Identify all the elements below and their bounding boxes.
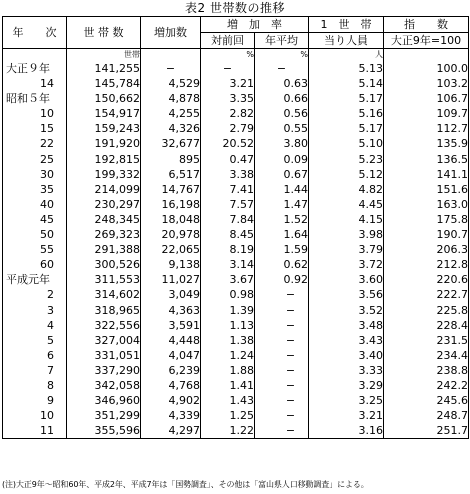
households-cell: 337,290 [67, 363, 141, 378]
per-household-cell: 5.12 [309, 167, 384, 182]
rate-annual-cell: 0.67 [255, 167, 309, 182]
rate-prev-cell: 1.39 [201, 303, 255, 318]
increase-cell: 4,339 [141, 408, 201, 423]
table-row [3, 272, 469, 287]
rate-annual-cell: − [255, 408, 309, 423]
per-household-cell: 4.15 [309, 212, 384, 227]
households-cell: 351,299 [67, 408, 141, 423]
year-cell: 大正９年 [3, 61, 67, 76]
rate-annual-cell: − [255, 363, 309, 378]
year-cell: 平成元年 [3, 272, 67, 287]
unit-rate-prev: % [201, 49, 255, 62]
increase-cell: 4,047 [141, 348, 201, 363]
index-cell: 136.5 [384, 152, 469, 167]
rate-prev-cell: 1.13 [201, 318, 255, 333]
rate-annual-cell: − [255, 423, 309, 439]
increase-cell: 9,138 [141, 257, 201, 272]
per-household-cell: 3.40 [309, 348, 384, 363]
rate-annual-cell: − [255, 333, 309, 348]
year-cell: 4 [3, 318, 67, 333]
rate-prev-cell: 7.57 [201, 197, 255, 212]
unit-increase [141, 49, 201, 62]
year-cell: 10 [3, 408, 67, 423]
increase-cell: 3,049 [141, 287, 201, 302]
per-household-cell: 3.60 [309, 272, 384, 287]
table-row [3, 318, 469, 333]
rate-prev-cell: − [201, 61, 255, 76]
year-cell: 2 [3, 287, 67, 302]
households-cell: 145,784 [67, 76, 141, 91]
increase-cell: 6,517 [141, 167, 201, 182]
index-cell: 225.8 [384, 303, 469, 318]
year-cell: 22 [3, 136, 67, 151]
rate-prev-cell: 0.98 [201, 287, 255, 302]
unit-year [3, 49, 67, 62]
index-cell: 109.7 [384, 106, 469, 121]
increase-cell: 4,902 [141, 393, 201, 408]
rate-annual-cell: − [255, 348, 309, 363]
rate-prev-cell: 8.19 [201, 242, 255, 257]
households-cell: 311,553 [67, 272, 141, 287]
increase-cell: 6,239 [141, 363, 201, 378]
year-cell: 9 [3, 393, 67, 408]
index-cell: 151.6 [384, 182, 469, 197]
header-per-household-top: 1 世 帯 [309, 17, 384, 33]
rate-annual-cell: 1.64 [255, 227, 309, 242]
unit-rate-annual: % [255, 49, 309, 62]
per-household-cell: 3.72 [309, 257, 384, 272]
increase-cell: 4,255 [141, 106, 201, 121]
households-cell: 191,920 [67, 136, 141, 151]
households-cell: 159,243 [67, 121, 141, 136]
table-row [3, 61, 469, 76]
households-cell: 199,332 [67, 167, 141, 182]
table-row [3, 76, 469, 91]
rate-prev-cell: 3.35 [201, 91, 255, 106]
table-row [3, 363, 469, 378]
rate-annual-cell: − [255, 393, 309, 408]
households-cell: 248,345 [67, 212, 141, 227]
increase-cell: 3,591 [141, 318, 201, 333]
year-cell: 5 [3, 333, 67, 348]
year-cell: 昭和５年 [3, 91, 67, 106]
rate-annual-cell: 0.09 [255, 152, 309, 167]
rate-prev-cell: 1.38 [201, 333, 255, 348]
rate-annual-cell: − [255, 303, 309, 318]
index-cell: 212.8 [384, 257, 469, 272]
rate-prev-cell: 2.82 [201, 106, 255, 121]
year-cell: 14 [3, 76, 67, 91]
year-cell: 55 [3, 242, 67, 257]
households-cell: 322,556 [67, 318, 141, 333]
per-household-cell: 3.56 [309, 287, 384, 302]
per-household-cell: 3.25 [309, 393, 384, 408]
index-cell: 228.4 [384, 318, 469, 333]
index-cell: 231.5 [384, 333, 469, 348]
rate-prev-cell: 1.43 [201, 393, 255, 408]
per-household-cell: 3.98 [309, 227, 384, 242]
table-row [3, 136, 469, 151]
per-household-cell: 5.17 [309, 121, 384, 136]
households-cell: 318,965 [67, 303, 141, 318]
table-row [3, 378, 469, 393]
year-cell: 6 [3, 348, 67, 363]
increase-cell: 4,363 [141, 303, 201, 318]
increase-cell: 14,767 [141, 182, 201, 197]
per-household-cell: 5.10 [309, 136, 384, 151]
index-cell: 135.9 [384, 136, 469, 151]
table-row [3, 121, 469, 136]
rate-prev-cell: 1.41 [201, 378, 255, 393]
table-row [3, 393, 469, 408]
rate-prev-cell: 3.67 [201, 272, 255, 287]
table-row [3, 91, 469, 106]
increase-cell: 4,878 [141, 91, 201, 106]
table-row [3, 287, 469, 302]
increase-cell: 4,326 [141, 121, 201, 136]
households-cell: 331,051 [67, 348, 141, 363]
year-cell: 11 [3, 423, 67, 439]
rate-prev-cell: 20.52 [201, 136, 255, 151]
increase-cell: 11,027 [141, 272, 201, 287]
households-cell: 214,099 [67, 182, 141, 197]
table-row [3, 152, 469, 167]
rate-prev-cell: 0.47 [201, 152, 255, 167]
index-cell: 112.7 [384, 121, 469, 136]
table-row [3, 408, 469, 423]
rate-prev-cell: 1.25 [201, 408, 255, 423]
households-cell: 269,323 [67, 227, 141, 242]
rate-annual-cell: 1.44 [255, 182, 309, 197]
per-household-cell: 3.21 [309, 408, 384, 423]
header-per-household-bottom: 当り人員 [309, 33, 384, 49]
increase-cell: 18,048 [141, 212, 201, 227]
year-cell: 30 [3, 167, 67, 182]
table-row [3, 348, 469, 363]
year-cell: 35 [3, 182, 67, 197]
rate-annual-cell: 0.66 [255, 91, 309, 106]
rate-annual-cell: − [255, 61, 309, 76]
households-cell: 346,960 [67, 393, 141, 408]
rate-annual-cell: 0.56 [255, 106, 309, 121]
index-cell: 106.7 [384, 91, 469, 106]
index-cell: 222.7 [384, 287, 469, 302]
per-household-cell: 3.29 [309, 378, 384, 393]
per-household-cell: 3.16 [309, 423, 384, 439]
header-rate-group: 増 加 率 [201, 17, 309, 33]
footnote: (注)大正9年～昭和60年、平成2年、平成7年は「国勢調査」、その他は「富山県人口移動調査」による。 [2, 480, 369, 489]
index-cell: 103.2 [384, 76, 469, 91]
increase-cell: 16,198 [141, 197, 201, 212]
rate-prev-cell: 3.14 [201, 257, 255, 272]
index-cell: 206.3 [384, 242, 469, 257]
header-year: 年 次 [3, 17, 67, 49]
rate-prev-cell: 1.22 [201, 423, 255, 439]
index-cell: 190.7 [384, 227, 469, 242]
rate-annual-cell: 0.62 [255, 257, 309, 272]
rate-annual-cell: 1.59 [255, 242, 309, 257]
header-increase: 増加数 [141, 17, 201, 49]
households-cell: 230,297 [67, 197, 141, 212]
increase-cell: − [141, 61, 201, 76]
increase-cell: 20,978 [141, 227, 201, 242]
rate-prev-cell: 7.84 [201, 212, 255, 227]
year-cell: 25 [3, 152, 67, 167]
households-cell: 192,815 [67, 152, 141, 167]
year-cell: 50 [3, 227, 67, 242]
index-cell: 234.4 [384, 348, 469, 363]
households-cell: 150,662 [67, 91, 141, 106]
rate-prev-cell: 8.45 [201, 227, 255, 242]
per-household-cell: 3.43 [309, 333, 384, 348]
table-row [3, 182, 469, 197]
households-cell: 141,255 [67, 61, 141, 76]
table-row [3, 212, 469, 227]
table-row [3, 423, 469, 439]
per-household-cell: 5.14 [309, 76, 384, 91]
index-cell: 248.7 [384, 408, 469, 423]
per-household-cell: 4.45 [309, 197, 384, 212]
unit-index [384, 49, 469, 62]
units-row [3, 49, 469, 62]
rate-prev-cell: 3.21 [201, 76, 255, 91]
increase-cell: 4,448 [141, 333, 201, 348]
rate-annual-cell: − [255, 287, 309, 302]
increase-cell: 32,677 [141, 136, 201, 151]
year-cell: 7 [3, 363, 67, 378]
increase-cell: 4,529 [141, 76, 201, 91]
header-households: 世 帯 数 [67, 17, 141, 49]
households-cell: 314,602 [67, 287, 141, 302]
increase-cell: 22,065 [141, 242, 201, 257]
year-cell: 15 [3, 121, 67, 136]
year-cell: 8 [3, 378, 67, 393]
year-cell: 45 [3, 212, 67, 227]
per-household-cell: 5.16 [309, 106, 384, 121]
per-household-cell: 5.13 [309, 61, 384, 76]
per-household-cell: 5.23 [309, 152, 384, 167]
rate-annual-cell: − [255, 378, 309, 393]
households-cell: 300,526 [67, 257, 141, 272]
year-cell: 40 [3, 197, 67, 212]
rate-prev-cell: 1.88 [201, 363, 255, 378]
per-household-cell: 5.17 [309, 91, 384, 106]
increase-cell: 895 [141, 152, 201, 167]
header-rate-prev: 対前回 [201, 33, 255, 49]
year-cell: 10 [3, 106, 67, 121]
households-cell: 327,004 [67, 333, 141, 348]
header-index-bottom: 大正9年=100 [384, 33, 469, 49]
rate-annual-cell: − [255, 318, 309, 333]
rate-prev-cell: 7.41 [201, 182, 255, 197]
increase-cell: 4,768 [141, 378, 201, 393]
rate-annual-cell: 0.92 [255, 272, 309, 287]
table-row [3, 257, 469, 272]
rate-prev-cell: 1.24 [201, 348, 255, 363]
index-cell: 141.1 [384, 167, 469, 182]
per-household-cell: 4.82 [309, 182, 384, 197]
index-cell: 220.6 [384, 272, 469, 287]
year-cell: 60 [3, 257, 67, 272]
per-household-cell: 3.48 [309, 318, 384, 333]
households-cell: 355,596 [67, 423, 141, 439]
index-cell: 100.0 [384, 61, 469, 76]
households-cell: 154,917 [67, 106, 141, 121]
index-cell: 163.0 [384, 197, 469, 212]
unit-households: 世帯 [67, 49, 141, 62]
index-cell: 245.6 [384, 393, 469, 408]
rate-prev-cell: 2.79 [201, 121, 255, 136]
rate-prev-cell: 3.38 [201, 167, 255, 182]
table-row [3, 106, 469, 121]
table-row [3, 227, 469, 242]
per-household-cell: 3.52 [309, 303, 384, 318]
index-cell: 242.2 [384, 378, 469, 393]
per-household-cell: 3.79 [309, 242, 384, 257]
index-cell: 251.7 [384, 423, 469, 439]
table-row [3, 303, 469, 318]
per-household-cell: 3.33 [309, 363, 384, 378]
table-row [3, 242, 469, 257]
index-cell: 238.8 [384, 363, 469, 378]
unit-per-household: 人 [309, 49, 384, 62]
households-cell: 291,388 [67, 242, 141, 257]
increase-cell: 4,297 [141, 423, 201, 439]
header-index-top: 指 数 [384, 17, 469, 33]
rate-annual-cell: 1.52 [255, 212, 309, 227]
index-cell: 175.8 [384, 212, 469, 227]
table-row [3, 197, 469, 212]
households-table [2, 16, 469, 439]
table-row [3, 333, 469, 348]
households-cell: 342,058 [67, 378, 141, 393]
rate-annual-cell: 3.80 [255, 136, 309, 151]
rate-annual-cell: 0.55 [255, 121, 309, 136]
year-cell: 3 [3, 303, 67, 318]
rate-annual-cell: 0.63 [255, 76, 309, 91]
table-row [3, 167, 469, 182]
rate-annual-cell: 1.47 [255, 197, 309, 212]
page-title: 表2 世帯数の推移 [185, 1, 285, 15]
header-rate-annual: 年平均 [255, 33, 309, 49]
